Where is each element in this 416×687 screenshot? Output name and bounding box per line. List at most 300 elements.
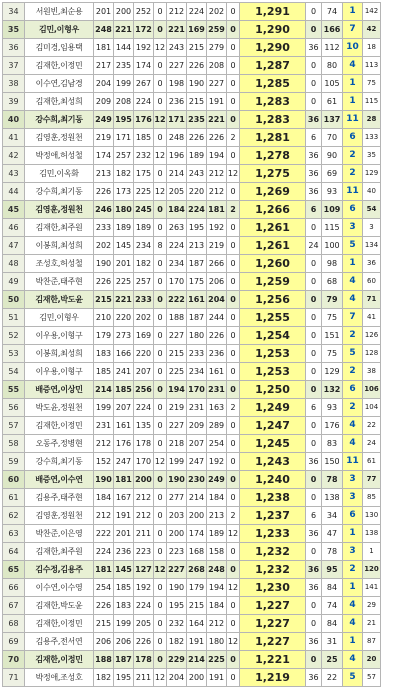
game-4-score: 227 bbox=[167, 327, 187, 345]
table-row bbox=[3, 453, 381, 471]
game-5-score: 226 bbox=[187, 129, 207, 147]
last-value: 61 bbox=[363, 453, 381, 471]
handicap-a: 0 bbox=[154, 615, 167, 633]
score-difference: 25 bbox=[322, 651, 343, 669]
game-6-score: 289 bbox=[207, 417, 227, 435]
game-4-score: 199 bbox=[167, 453, 187, 471]
handicap-total: 0 bbox=[306, 435, 322, 453]
last-value: 38 bbox=[363, 363, 381, 381]
game-2-score: 199 bbox=[114, 75, 134, 93]
last-value: 130 bbox=[363, 507, 381, 525]
total-score: 1,261 bbox=[240, 237, 306, 255]
total-score: 1,238 bbox=[240, 489, 306, 507]
last-value: 1 bbox=[363, 543, 381, 561]
total-score: 1,281 bbox=[240, 129, 306, 147]
game-6-score: 212 bbox=[207, 165, 227, 183]
handicap-a: 0 bbox=[154, 129, 167, 147]
handicap-total: 0 bbox=[306, 273, 322, 291]
game-5-score: 174 bbox=[187, 525, 207, 543]
game-2-score: 221 bbox=[114, 291, 134, 309]
handicap-b: 12 bbox=[227, 525, 240, 543]
rank-cell: 4 bbox=[343, 597, 363, 615]
game-3-score: 172 bbox=[134, 21, 154, 39]
last-value: 133 bbox=[363, 129, 381, 147]
game-5-score: 231 bbox=[187, 399, 207, 417]
last-value: 71 bbox=[363, 291, 381, 309]
handicap-b: 0 bbox=[227, 597, 240, 615]
team-name: 김재한,이정민 bbox=[25, 57, 94, 75]
handicap-b: 2 bbox=[227, 399, 240, 417]
team-name: 박찬준,이은영 bbox=[25, 525, 94, 543]
game-6-score: 192 bbox=[207, 453, 227, 471]
game-2-score: 180 bbox=[114, 201, 134, 219]
game-5-score: 224 bbox=[187, 201, 207, 219]
total-score: 1,250 bbox=[240, 381, 306, 399]
score-difference: 84 bbox=[322, 615, 343, 633]
last-value: 134 bbox=[363, 237, 381, 255]
handicap-total: 36 bbox=[306, 579, 322, 597]
team-name: 김재한,최주원 bbox=[25, 543, 94, 561]
rank-cell: 5 bbox=[343, 345, 363, 363]
game-3-score: 178 bbox=[134, 651, 154, 669]
table-row bbox=[3, 57, 381, 75]
handicap-b: 0 bbox=[227, 57, 240, 75]
table-row bbox=[3, 3, 381, 21]
row-number: 53 bbox=[3, 345, 25, 363]
game-1-score: 217 bbox=[94, 57, 114, 75]
team-name: 조성호,허성철 bbox=[25, 255, 94, 273]
rank-cell: 4 bbox=[343, 435, 363, 453]
game-2-score: 235 bbox=[114, 57, 134, 75]
game-6-score: 191 bbox=[207, 93, 227, 111]
team-name: 김재한,박도윤 bbox=[25, 291, 94, 309]
game-3-score: 252 bbox=[134, 3, 154, 21]
row-number: 46 bbox=[3, 219, 25, 237]
handicap-b: 0 bbox=[227, 615, 240, 633]
score-difference: 22 bbox=[322, 669, 343, 687]
game-5-score: 191 bbox=[187, 633, 207, 651]
rank-cell: 3 bbox=[343, 489, 363, 507]
game-4-score: 236 bbox=[167, 93, 187, 111]
rank-cell: 2 bbox=[343, 399, 363, 417]
game-6-score: 225 bbox=[207, 651, 227, 669]
table-row bbox=[3, 183, 381, 201]
row-number: 44 bbox=[3, 183, 25, 201]
handicap-a: 0 bbox=[154, 273, 167, 291]
game-5-score: 195 bbox=[187, 219, 207, 237]
game-3-score: 169 bbox=[134, 327, 154, 345]
handicap-total: 0 bbox=[306, 417, 322, 435]
game-6-score: 158 bbox=[207, 543, 227, 561]
game-1-score: 248 bbox=[94, 21, 114, 39]
team-name: 서원빈,최순용 bbox=[25, 3, 94, 21]
row-number: 52 bbox=[3, 327, 25, 345]
score-difference: 132 bbox=[322, 381, 343, 399]
handicap-a: 0 bbox=[154, 57, 167, 75]
game-4-score: 194 bbox=[167, 381, 187, 399]
team-name: 김민,이형우 bbox=[25, 309, 94, 327]
last-value: 40 bbox=[363, 183, 381, 201]
rank-cell: 3 bbox=[343, 471, 363, 489]
team-name: 김영훈,정원천 bbox=[25, 129, 94, 147]
game-4-score: 188 bbox=[167, 309, 187, 327]
game-2-score: 200 bbox=[114, 3, 134, 21]
score-difference: 98 bbox=[322, 255, 343, 273]
handicap-total: 0 bbox=[306, 597, 322, 615]
game-6-score: 219 bbox=[207, 237, 227, 255]
game-2-score: 221 bbox=[114, 21, 134, 39]
last-value: 138 bbox=[363, 525, 381, 543]
handicap-total: 6 bbox=[306, 507, 322, 525]
handicap-total: 0 bbox=[306, 291, 322, 309]
table-row bbox=[3, 255, 381, 273]
handicap-b: 0 bbox=[227, 255, 240, 273]
game-1-score: 222 bbox=[94, 525, 114, 543]
row-number: 62 bbox=[3, 507, 25, 525]
game-1-score: 179 bbox=[94, 327, 114, 345]
table-row bbox=[3, 579, 381, 597]
row-number: 57 bbox=[3, 417, 25, 435]
row-number: 45 bbox=[3, 201, 25, 219]
game-3-score: 202 bbox=[134, 309, 154, 327]
score-difference: 31 bbox=[322, 633, 343, 651]
game-1-score: 202 bbox=[94, 237, 114, 255]
team-name: 배증연,이상민 bbox=[25, 381, 94, 399]
team-name: 김미경,임용택 bbox=[25, 39, 94, 57]
game-3-score: 257 bbox=[134, 273, 154, 291]
handicap-a: 0 bbox=[154, 417, 167, 435]
game-3-score: 245 bbox=[134, 201, 154, 219]
game-2-score: 182 bbox=[114, 165, 134, 183]
score-difference: 93 bbox=[322, 399, 343, 417]
total-score: 1,285 bbox=[240, 75, 306, 93]
game-5-score: 200 bbox=[187, 669, 207, 687]
game-1-score: 184 bbox=[94, 489, 114, 507]
game-4-score: 198 bbox=[167, 75, 187, 93]
row-number: 59 bbox=[3, 453, 25, 471]
game-4-score: 184 bbox=[167, 201, 187, 219]
game-6-score: 221 bbox=[207, 111, 227, 129]
total-score: 1,290 bbox=[240, 39, 306, 57]
rank-cell: 6 bbox=[343, 507, 363, 525]
handicap-b: 0 bbox=[227, 237, 240, 255]
rank-cell: 2 bbox=[343, 561, 363, 579]
table-row bbox=[3, 381, 381, 399]
rank-cell: 7 bbox=[343, 21, 363, 39]
last-value: 22 bbox=[363, 417, 381, 435]
team-name: 이봉희,최성희 bbox=[25, 345, 94, 363]
total-score: 1,255 bbox=[240, 309, 306, 327]
row-number: 54 bbox=[3, 363, 25, 381]
handicap-a: 0 bbox=[154, 597, 167, 615]
score-difference: 78 bbox=[322, 543, 343, 561]
game-5-score: 190 bbox=[187, 75, 207, 93]
rank-cell: 1 bbox=[343, 93, 363, 111]
score-difference: 47 bbox=[322, 525, 343, 543]
score-difference: 176 bbox=[322, 417, 343, 435]
last-value: 21 bbox=[363, 615, 381, 633]
score-difference: 150 bbox=[322, 453, 343, 471]
rank-cell: 7 bbox=[343, 309, 363, 327]
handicap-a: 0 bbox=[154, 543, 167, 561]
game-3-score: 267 bbox=[134, 75, 154, 93]
handicap-a: 0 bbox=[154, 633, 167, 651]
game-1-score: 226 bbox=[94, 273, 114, 291]
row-number: 38 bbox=[3, 75, 25, 93]
game-3-score: 224 bbox=[134, 597, 154, 615]
handicap-b: 0 bbox=[227, 345, 240, 363]
last-value: 3 bbox=[363, 219, 381, 237]
game-1-score: 219 bbox=[94, 129, 114, 147]
handicap-b: 0 bbox=[227, 291, 240, 309]
row-number: 47 bbox=[3, 237, 25, 255]
team-name: 이우용,이형구 bbox=[25, 363, 94, 381]
game-4-score: 200 bbox=[167, 525, 187, 543]
score-difference: 61 bbox=[322, 93, 343, 111]
game-2-score: 187 bbox=[114, 651, 134, 669]
last-value: 115 bbox=[363, 93, 381, 111]
game-4-score: 227 bbox=[167, 417, 187, 435]
game-2-score: 208 bbox=[114, 93, 134, 111]
last-value: 60 bbox=[363, 273, 381, 291]
game-4-score: 221 bbox=[167, 21, 187, 39]
handicap-total: 0 bbox=[306, 363, 322, 381]
handicap-total: 0 bbox=[306, 75, 322, 93]
game-5-score: 187 bbox=[187, 309, 207, 327]
rank-cell: 6 bbox=[343, 201, 363, 219]
team-name: 박도윤,정원천 bbox=[25, 399, 94, 417]
handicap-a: 12 bbox=[154, 39, 167, 57]
total-score: 1,253 bbox=[240, 363, 306, 381]
table-row bbox=[3, 165, 381, 183]
table-row bbox=[3, 273, 381, 291]
game-4-score: 224 bbox=[167, 237, 187, 255]
total-score: 1,283 bbox=[240, 93, 306, 111]
last-value: 87 bbox=[363, 633, 381, 651]
score-difference: 137 bbox=[322, 111, 343, 129]
handicap-a: 0 bbox=[154, 21, 167, 39]
last-value: 54 bbox=[363, 201, 381, 219]
rank-cell: 4 bbox=[343, 651, 363, 669]
rank-cell: 2 bbox=[343, 363, 363, 381]
handicap-a: 0 bbox=[154, 309, 167, 327]
score-difference: 151 bbox=[322, 327, 343, 345]
last-value: 128 bbox=[363, 345, 381, 363]
game-3-score: 174 bbox=[134, 57, 154, 75]
game-6-score: 213 bbox=[207, 507, 227, 525]
game-5-score: 235 bbox=[187, 111, 207, 129]
last-value: 28 bbox=[363, 111, 381, 129]
game-6-score: 226 bbox=[207, 327, 227, 345]
table-row bbox=[3, 201, 381, 219]
table-row bbox=[3, 309, 381, 327]
game-6-score: 204 bbox=[207, 291, 227, 309]
handicap-a: 0 bbox=[154, 489, 167, 507]
game-5-score: 215 bbox=[187, 39, 207, 57]
handicap-total: 0 bbox=[306, 651, 322, 669]
rank-cell: 3 bbox=[343, 543, 363, 561]
total-score: 1,240 bbox=[240, 471, 306, 489]
game-1-score: 231 bbox=[94, 417, 114, 435]
rank-cell: 2 bbox=[343, 165, 363, 183]
handicap-total: 36 bbox=[306, 39, 322, 57]
row-number: 43 bbox=[3, 165, 25, 183]
table-row bbox=[3, 111, 381, 129]
game-6-score: 227 bbox=[207, 75, 227, 93]
game-6-score: 184 bbox=[207, 597, 227, 615]
rank-cell: 4 bbox=[343, 273, 363, 291]
handicap-b: 0 bbox=[227, 543, 240, 561]
last-value: 129 bbox=[363, 165, 381, 183]
row-number: 66 bbox=[3, 579, 25, 597]
game-5-score: 234 bbox=[187, 363, 207, 381]
last-value: 42 bbox=[363, 21, 381, 39]
game-1-score: 213 bbox=[94, 165, 114, 183]
game-2-score: 220 bbox=[114, 309, 134, 327]
game-2-score: 145 bbox=[114, 237, 134, 255]
row-number: 67 bbox=[3, 597, 25, 615]
handicap-total: 36 bbox=[306, 165, 322, 183]
handicap-total: 36 bbox=[306, 561, 322, 579]
row-number: 63 bbox=[3, 525, 25, 543]
handicap-a: 0 bbox=[154, 471, 167, 489]
total-score: 1,269 bbox=[240, 183, 306, 201]
game-4-score: 190 bbox=[167, 579, 187, 597]
game-1-score: 188 bbox=[94, 651, 114, 669]
game-3-score: 211 bbox=[134, 669, 154, 687]
game-2-score: 161 bbox=[114, 417, 134, 435]
game-2-score: 241 bbox=[114, 363, 134, 381]
total-score: 1,278 bbox=[240, 147, 306, 165]
handicap-b: 0 bbox=[227, 471, 240, 489]
game-2-score: 207 bbox=[114, 399, 134, 417]
game-3-score: 256 bbox=[134, 381, 154, 399]
game-3-score: 212 bbox=[134, 507, 154, 525]
handicap-b: 0 bbox=[227, 111, 240, 129]
game-5-score: 187 bbox=[187, 255, 207, 273]
team-name: 박정애,조성호 bbox=[25, 669, 94, 687]
handicap-b: 0 bbox=[227, 147, 240, 165]
team-name: 박정애,허성철 bbox=[25, 147, 94, 165]
game-3-score: 185 bbox=[134, 129, 154, 147]
game-6-score: 184 bbox=[207, 489, 227, 507]
handicap-total: 24 bbox=[306, 237, 322, 255]
game-1-score: 226 bbox=[94, 597, 114, 615]
handicap-total: 0 bbox=[306, 219, 322, 237]
table-row bbox=[3, 633, 381, 651]
rank-cell: 6 bbox=[343, 129, 363, 147]
handicap-b: 2 bbox=[227, 129, 240, 147]
score-difference: 74 bbox=[322, 597, 343, 615]
row-number: 51 bbox=[3, 309, 25, 327]
handicap-b: 0 bbox=[227, 21, 240, 39]
row-number: 60 bbox=[3, 471, 25, 489]
game-4-score: 196 bbox=[167, 147, 187, 165]
score-difference: 69 bbox=[322, 165, 343, 183]
game-6-score: 208 bbox=[207, 57, 227, 75]
handicap-b: 12 bbox=[227, 579, 240, 597]
game-1-score: 246 bbox=[94, 201, 114, 219]
row-number: 58 bbox=[3, 435, 25, 453]
game-3-score: 212 bbox=[134, 489, 154, 507]
game-4-score: 215 bbox=[167, 345, 187, 363]
table-row bbox=[3, 417, 381, 435]
handicap-total: 36 bbox=[306, 183, 322, 201]
total-score: 1,275 bbox=[240, 165, 306, 183]
row-number: 64 bbox=[3, 543, 25, 561]
total-score: 1,290 bbox=[240, 21, 306, 39]
row-number: 50 bbox=[3, 291, 25, 309]
game-1-score: 233 bbox=[94, 219, 114, 237]
total-score: 1,230 bbox=[240, 579, 306, 597]
row-number: 56 bbox=[3, 399, 25, 417]
handicap-b: 0 bbox=[227, 453, 240, 471]
handicap-a: 0 bbox=[154, 651, 167, 669]
table-row bbox=[3, 291, 381, 309]
team-name: 김재한,이정민 bbox=[25, 417, 94, 435]
score-difference: 90 bbox=[322, 147, 343, 165]
table-row bbox=[3, 669, 381, 687]
game-4-score: 212 bbox=[167, 3, 187, 21]
rank-cell: 11 bbox=[343, 111, 363, 129]
table-row bbox=[3, 561, 381, 579]
row-number: 42 bbox=[3, 147, 25, 165]
game-4-score: 263 bbox=[167, 219, 187, 237]
table-row bbox=[3, 489, 381, 507]
game-2-score: 201 bbox=[114, 525, 134, 543]
handicap-b: 0 bbox=[227, 3, 240, 21]
game-3-score: 200 bbox=[134, 471, 154, 489]
game-4-score: 218 bbox=[167, 435, 187, 453]
total-score: 1,219 bbox=[240, 669, 306, 687]
table-row bbox=[3, 75, 381, 93]
row-number: 55 bbox=[3, 381, 25, 399]
game-2-score: 206 bbox=[114, 633, 134, 651]
game-5-score: 180 bbox=[187, 327, 207, 345]
rank-cell: 5 bbox=[343, 237, 363, 255]
game-4-score: 277 bbox=[167, 489, 187, 507]
rank-cell: 2 bbox=[343, 147, 363, 165]
game-2-score: 201 bbox=[114, 255, 134, 273]
game-2-score: 195 bbox=[114, 669, 134, 687]
table-row bbox=[3, 147, 381, 165]
game-2-score: 189 bbox=[114, 219, 134, 237]
game-5-score: 215 bbox=[187, 597, 207, 615]
game-1-score: 199 bbox=[94, 399, 114, 417]
game-3-score: 135 bbox=[134, 417, 154, 435]
game-6-score: 206 bbox=[207, 273, 227, 291]
handicap-a: 0 bbox=[154, 201, 167, 219]
handicap-a: 0 bbox=[154, 381, 167, 399]
game-4-score: 243 bbox=[167, 39, 187, 57]
game-2-score: 185 bbox=[114, 381, 134, 399]
score-difference: 166 bbox=[322, 21, 343, 39]
game-6-score: 189 bbox=[207, 525, 227, 543]
handicap-b: 0 bbox=[227, 381, 240, 399]
handicap-b: 0 bbox=[227, 561, 240, 579]
total-score: 1,227 bbox=[240, 615, 306, 633]
game-2-score: 166 bbox=[114, 345, 134, 363]
table-row bbox=[3, 327, 381, 345]
game-1-score: 185 bbox=[94, 363, 114, 381]
game-3-score: 225 bbox=[134, 183, 154, 201]
game-5-score: 214 bbox=[187, 651, 207, 669]
game-1-score: 209 bbox=[94, 93, 114, 111]
team-name: 김용주,전서연 bbox=[25, 633, 94, 651]
game-4-score: 190 bbox=[167, 471, 187, 489]
game-1-score: 226 bbox=[94, 183, 114, 201]
row-number: 48 bbox=[3, 255, 25, 273]
